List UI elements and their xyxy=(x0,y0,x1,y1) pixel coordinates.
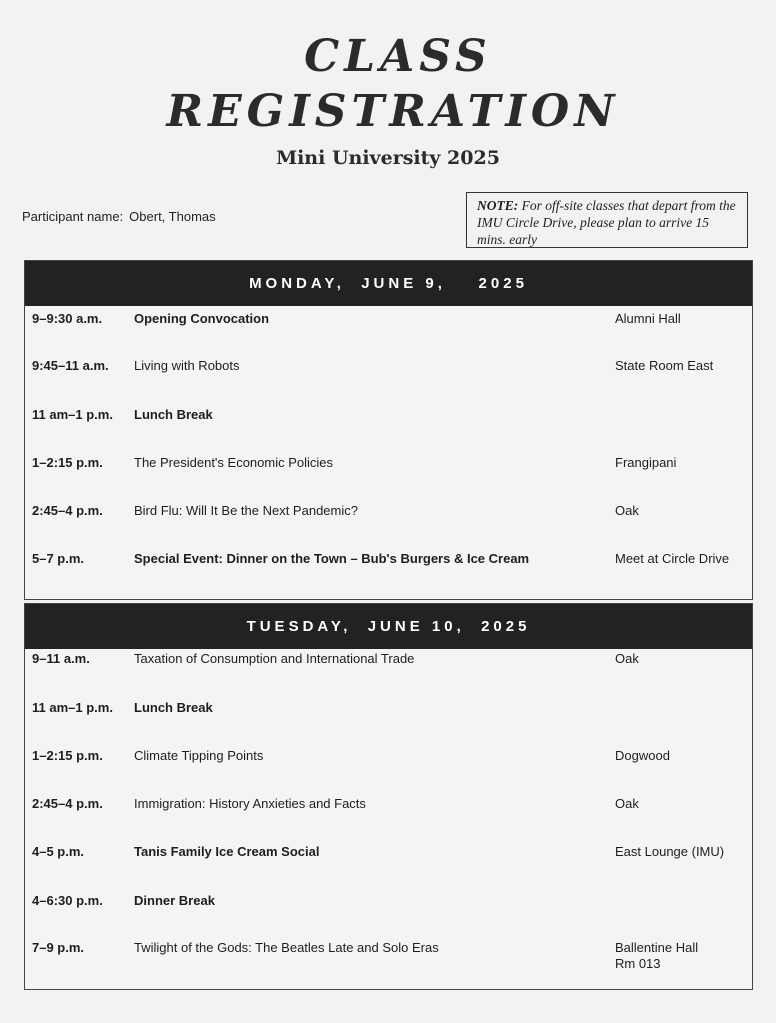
session-class: Opening Convocation xyxy=(134,311,270,326)
session-time: 2:45–4 p.m. xyxy=(32,796,103,811)
session-location: Oak xyxy=(615,651,639,666)
session-row xyxy=(25,311,752,331)
session-time: 4–6:30 p.m. xyxy=(32,893,103,908)
session-row xyxy=(25,551,752,571)
session-location: Frangipani xyxy=(615,455,677,470)
session-location: Oak xyxy=(615,796,639,811)
session-class: Climate Tipping Points xyxy=(134,748,264,763)
day-header-text: TUESDAY, JUNE 10, 2025 xyxy=(246,618,531,635)
participant-name: Obert, Thomas xyxy=(129,209,216,224)
session-row xyxy=(25,940,752,976)
day-section-monday xyxy=(24,260,753,600)
session-class: Living with Robots xyxy=(134,358,240,373)
session-row xyxy=(25,844,752,864)
session-time: 9:45–11 a.m. xyxy=(32,358,109,373)
session-row xyxy=(25,748,752,768)
day-section-tuesday xyxy=(24,603,753,990)
session-class: Special Event: Dinner on the Town – Bub's Burgers & Ice Cream xyxy=(134,551,530,566)
session-location-line1: Ballentine Hall xyxy=(615,940,699,955)
session-location: East Lounge (IMU) xyxy=(615,844,725,859)
session-location: Oak xyxy=(615,503,639,518)
day-header xyxy=(25,604,752,649)
session-time: 7–9 p.m. xyxy=(32,940,85,955)
session-row xyxy=(25,455,752,475)
session-location: Alumni Hall xyxy=(615,311,681,326)
day-header xyxy=(25,261,752,306)
session-row xyxy=(25,700,752,720)
session-location-line2: Rm 013 xyxy=(615,956,661,971)
session-class: Immigration: History Anxieties and Facts xyxy=(134,796,366,811)
session-row xyxy=(25,407,752,427)
session-time: 9–9:30 a.m. xyxy=(32,311,103,326)
note-lead: NOTE: xyxy=(477,198,519,213)
session-class: Dinner Break xyxy=(134,893,215,908)
session-class: Twilight of the Gods: The Beatles Late and Solo Eras xyxy=(134,940,439,955)
title-line-2: REGISTRATION xyxy=(166,86,620,137)
session-time: 1–2:15 p.m. xyxy=(32,455,103,470)
session-class: Lunch Break xyxy=(134,700,213,715)
session-row xyxy=(25,893,752,913)
session-time: 2:45–4 p.m. xyxy=(32,503,103,518)
participant-line xyxy=(22,209,216,224)
session-row xyxy=(25,358,752,378)
session-class: Lunch Break xyxy=(134,407,213,422)
session-class: Bird Flu: Will It Be the Next Pandemic? xyxy=(134,503,358,518)
session-row xyxy=(25,651,752,671)
session-time: 1–2:15 p.m. xyxy=(32,748,103,763)
session-location: Meet at Circle Drive xyxy=(615,551,730,566)
session-time: 11 am–1 p.m. xyxy=(32,700,113,715)
session-row xyxy=(25,796,752,816)
session-time: 4–5 p.m. xyxy=(32,844,85,859)
session-location: Dogwood xyxy=(615,748,670,763)
session-location: State Room East xyxy=(615,358,714,373)
note-text: For off-site classes that depart from the IMU Circle Drive, please plan to arrive 15 mins. early xyxy=(477,198,736,247)
session-class: Taxation of Consumption and International Trade xyxy=(134,651,415,666)
session-class: The President's Economic Policies xyxy=(134,455,334,470)
session-location xyxy=(615,940,698,972)
participant-label: Participant name: xyxy=(22,209,124,224)
subtitle: Mini University 2025 xyxy=(276,147,500,169)
session-class: Tanis Family Ice Cream Social xyxy=(134,844,320,859)
day-header-text: MONDAY, JUNE 9, 2025 xyxy=(249,275,528,292)
session-time: 11 am–1 p.m. xyxy=(32,407,113,422)
session-time: 5–7 p.m. xyxy=(32,551,85,566)
session-row xyxy=(25,503,752,523)
title-line-1: CLASS xyxy=(304,31,492,82)
session-time: 9–11 a.m. xyxy=(32,651,90,666)
note-box xyxy=(466,192,748,248)
